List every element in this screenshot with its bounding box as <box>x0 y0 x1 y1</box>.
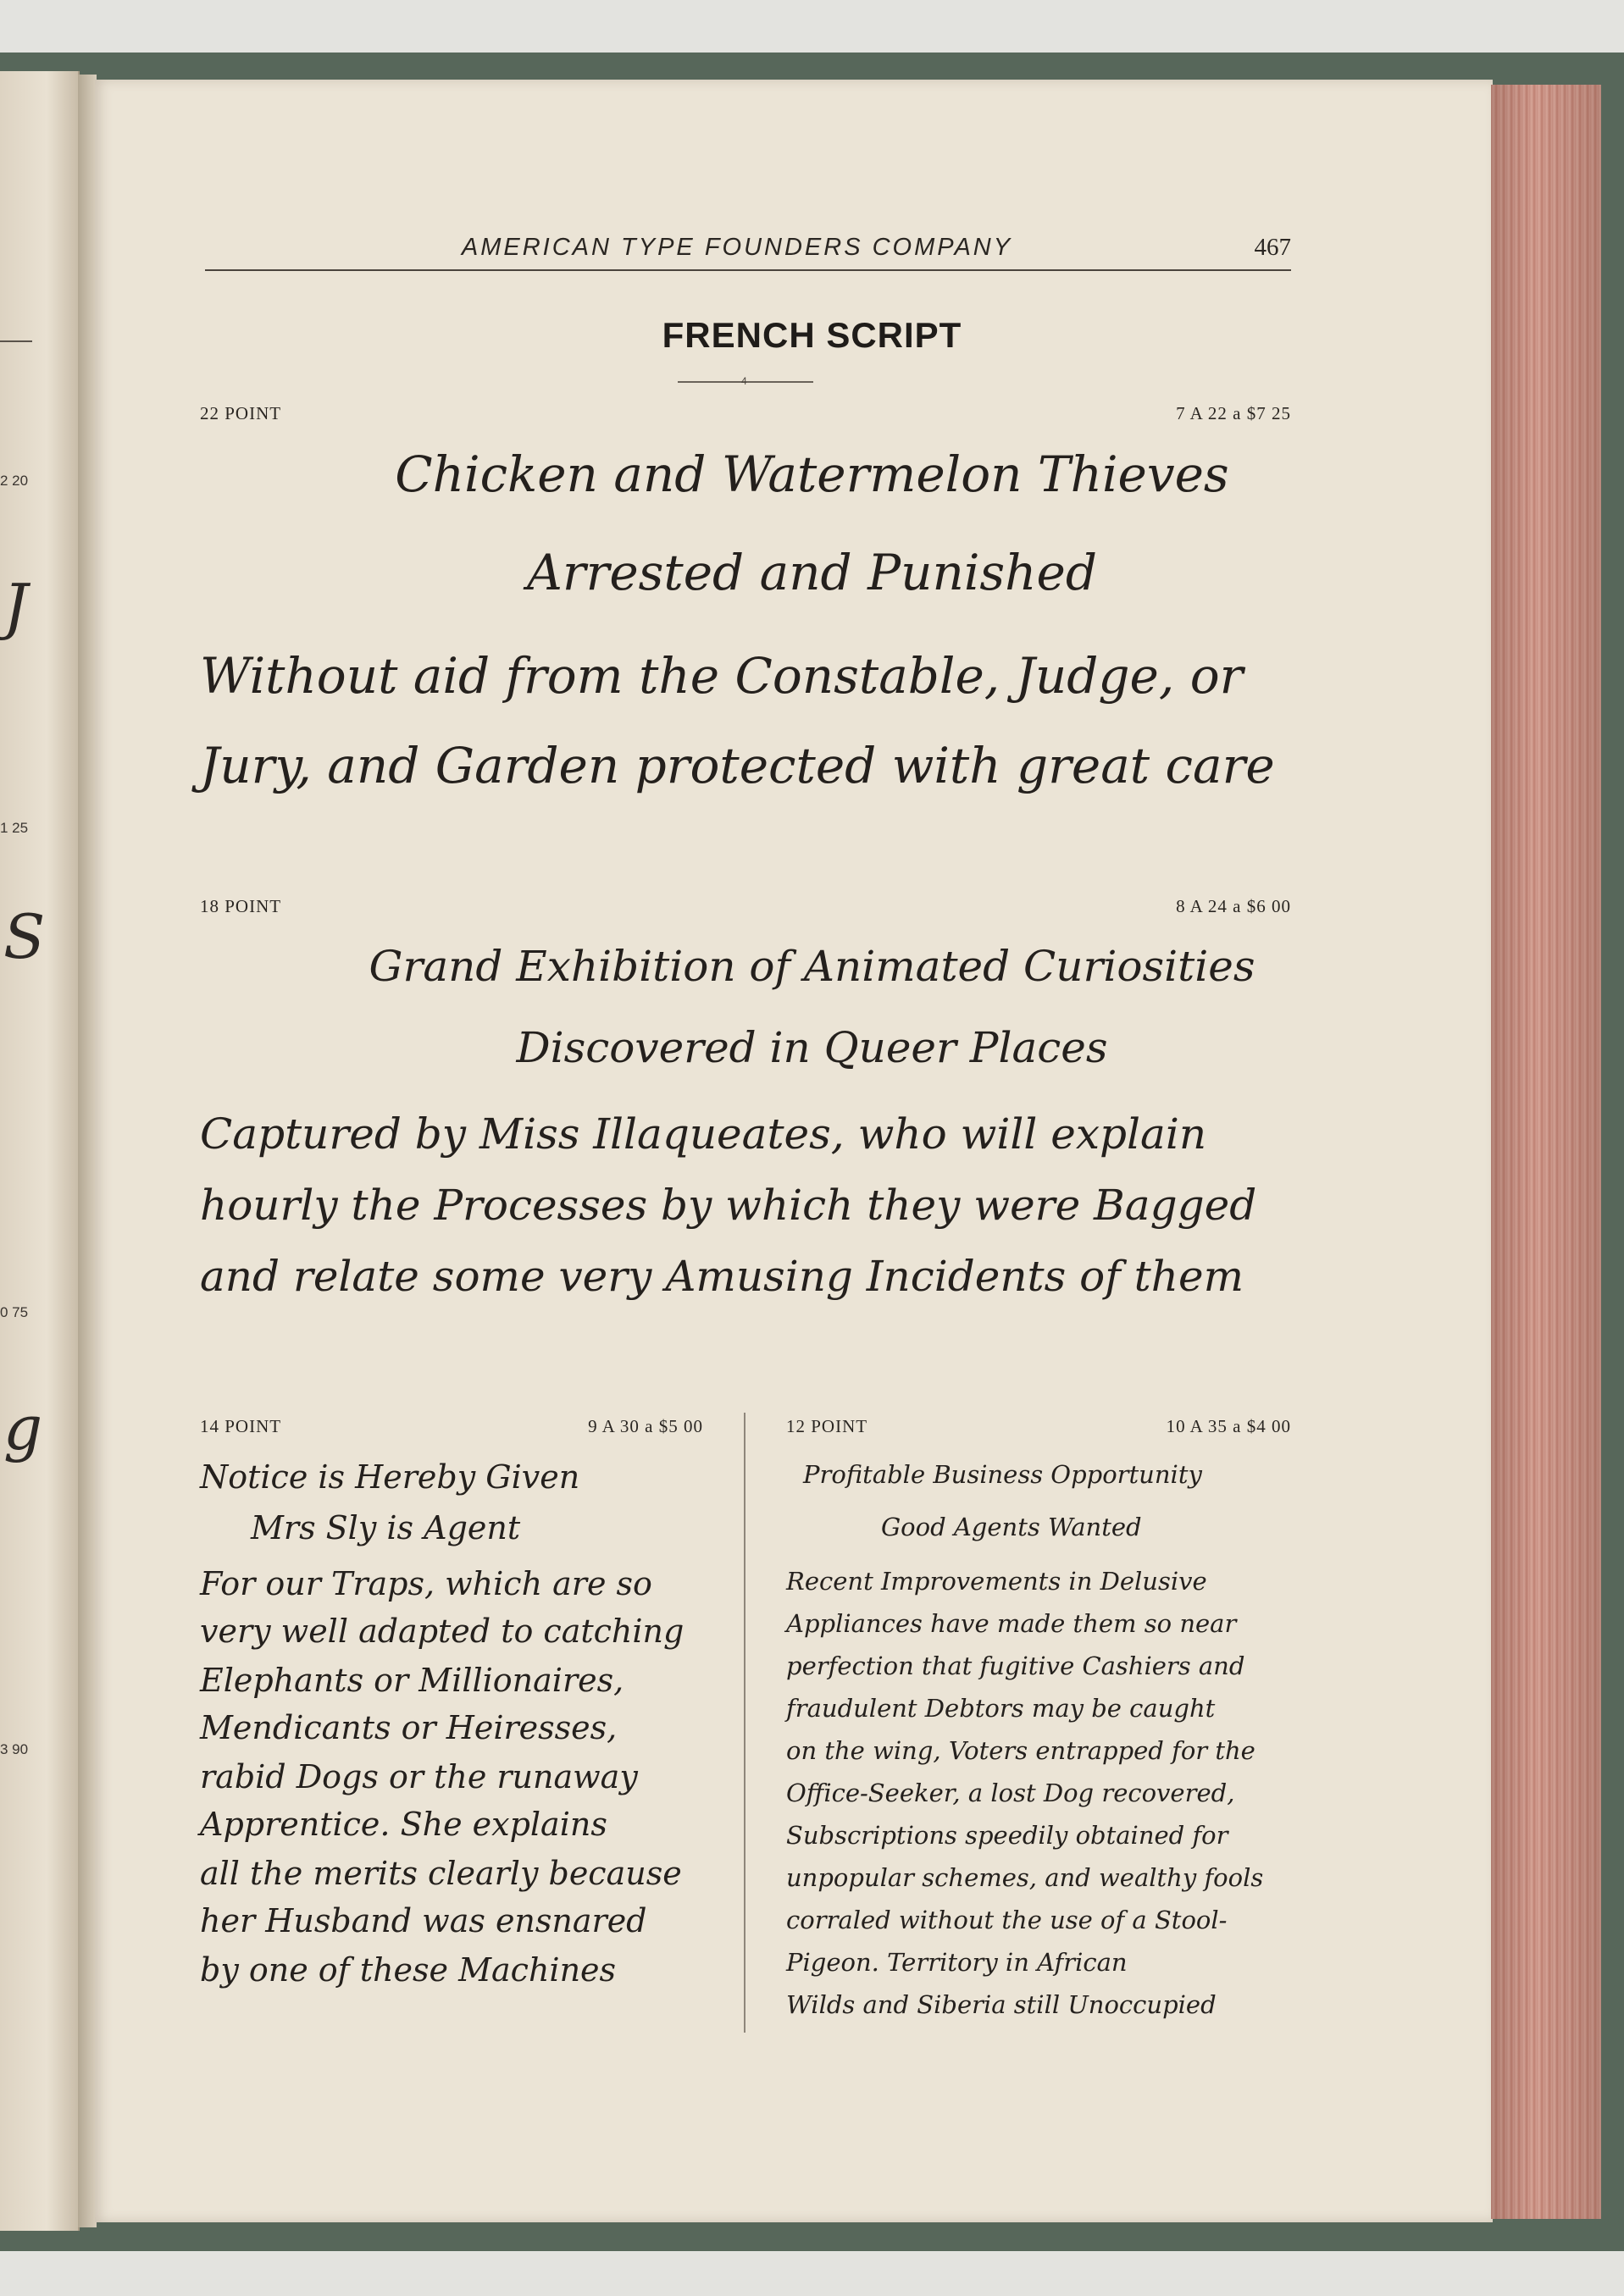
specimen-18-line: Discovered in Queer Places <box>516 1023 1108 1072</box>
specimen-12-line: Wilds and Siberia still Unoccupied <box>786 1990 1217 2019</box>
left-page <box>0 71 80 2231</box>
left-page-glyph: J <box>3 571 28 642</box>
specimen-14-line: Apprentice. She explains <box>200 1806 607 1843</box>
specimen-12-line: Good Agents Wanted <box>881 1513 1142 1541</box>
ornament-mark: 4 <box>741 375 747 387</box>
specimen-12-line: corraled without the use of a Stool- <box>786 1906 1228 1934</box>
specimen-22-line: Without aid from the Constable, Judge, or <box>200 647 1244 705</box>
left-page-glyph: S <box>3 901 46 972</box>
specimen-14-line: her Husband was ensnared <box>200 1902 647 1939</box>
left-page-price: 3 90 <box>0 1741 29 1757</box>
specimen-18-size: 18 POINT <box>200 896 282 916</box>
specimen-22-line: Arrested and Punished <box>527 544 1097 601</box>
specimen-14-line: by one of these Machines <box>200 1951 617 1989</box>
left-page-glyph: g <box>3 1392 43 1463</box>
specimen-14-line: Mendicants or Heiresses, <box>200 1709 618 1746</box>
specimen-12-line: fraudulent Debtors may be caught <box>786 1694 1216 1723</box>
specimen-14-price: 9 A 30 a $5 00 <box>588 1416 703 1436</box>
page-number: 467 <box>1254 234 1291 261</box>
specimen-18-line: Grand Exhibition of Animated Curiosities <box>369 942 1255 991</box>
specimen-18-line: and relate some very Amusing Incidents of them <box>200 1252 1244 1301</box>
specimen-22-size: 22 POINT <box>200 403 282 423</box>
specimen-12-size: 12 POINT <box>786 1416 868 1436</box>
specimen-22-line: Jury, and Garden protected with great care <box>200 737 1275 794</box>
specimen-12-line: Recent Improvements in Delusive <box>786 1567 1207 1596</box>
left-page-price: 2 20 <box>0 473 29 489</box>
left-page-price: 1 25 <box>0 820 29 836</box>
book-gutter <box>78 75 97 2227</box>
specimen-12-line: unpopular schemes, and wealthy fools <box>786 1863 1264 1892</box>
specimen-14-line: all the merits clearly because <box>200 1855 682 1892</box>
specimen-18-price: 8 A 24 a $6 00 <box>1176 896 1291 916</box>
specimen-22-price: 7 A 22 a $7 25 <box>1176 403 1291 423</box>
specimen-12-line: Subscriptions speedily obtained for <box>786 1821 1228 1850</box>
specimen-12-line: Pigeon. Territory in African <box>786 1948 1128 1977</box>
specimen-22-line: Chicken and Watermelon Thieves <box>395 445 1229 503</box>
page-fore-edge-shade <box>1491 85 1601 2219</box>
specimen-12-price: 10 A 35 a $4 00 <box>1166 1416 1291 1436</box>
specimen-12-line: Office-Seeker, a lost Dog recovered, <box>786 1779 1235 1807</box>
specimen-18-line: Captured by Miss Illaqueates, who will explain <box>200 1109 1207 1159</box>
specimen-14-line: Elephants or Millionaires, <box>200 1662 624 1699</box>
left-page-price: 0 75 <box>0 1304 29 1320</box>
specimen-14-line: rabid Dogs or the runaway <box>200 1758 638 1795</box>
specimen-14-line: very well adapted to catching <box>200 1613 685 1650</box>
specimen-12-line: perfection that fugitive Cashiers and <box>786 1651 1245 1680</box>
specimen-14-line: Mrs Sly is Agent <box>251 1509 521 1546</box>
running-head <box>205 234 1291 271</box>
specimen-18-line: hourly the Processes by which they were Bagged <box>200 1181 1257 1230</box>
specimen-12-line: on the wing, Voters entrapped for the <box>786 1736 1255 1765</box>
specimen-12-line: Profitable Business Opportunity <box>803 1460 1202 1489</box>
specimen-14-size: 14 POINT <box>200 1416 282 1436</box>
specimen-12-line: Appliances have made them so near <box>786 1609 1237 1638</box>
specimen-14-line: For our Traps, which are so <box>200 1565 652 1602</box>
specimen-14-line: Notice is Hereby Given <box>200 1458 580 1496</box>
running-title: AMERICAN TYPE FOUNDERS COMPANY <box>461 234 1013 261</box>
column-divider <box>744 1413 745 2033</box>
section-title: FRENCH SCRIPT <box>662 315 962 355</box>
